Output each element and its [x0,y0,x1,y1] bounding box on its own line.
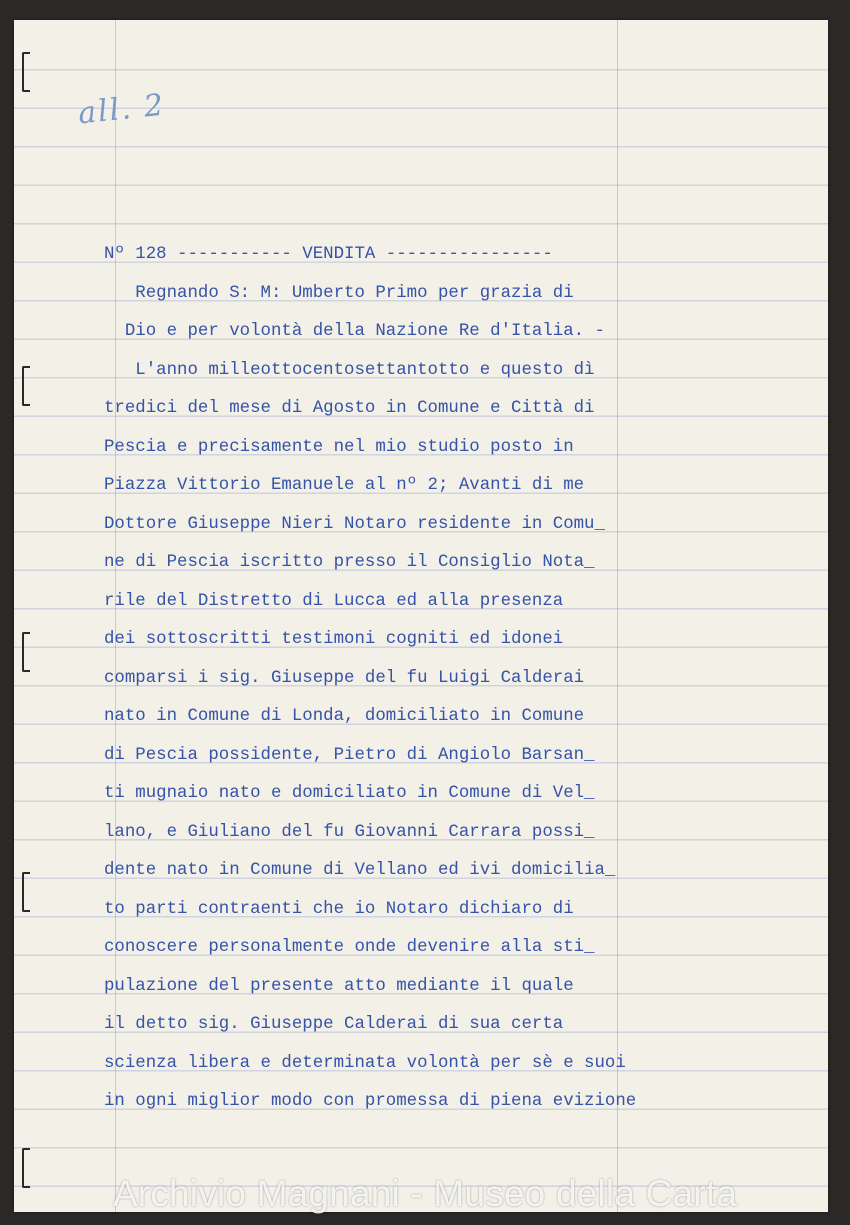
text-line: conoscere personalmente onde devenire alla sti_ [104,938,595,957]
text-line: to parti contraenti che io Notaro dichiaro di [104,899,574,919]
text-line: lano, e Giuliano del fu Giovanni Carrara possi_ [104,822,595,842]
text-line: nato in Comune di Londa, domiciliato in Comune [104,707,585,726]
binding-hole-mark [22,872,30,912]
binding-hole-mark [22,52,30,92]
text-line: il detto sig. Giuseppe Calderai di sua certa [104,1015,564,1034]
text-line: dei sottoscritti testimoni cogniti ed idonei [104,630,564,649]
text-line: Regnando S: M: Umberto Primo per grazia di [104,283,574,303]
text-line: pulazione del presente atto mediante il quale [104,976,574,996]
handwritten-annotation: all. 2 [76,87,167,132]
binding-hole-mark [22,632,30,672]
text-line: rile del Distretto di Lucca ed alla presenza [104,591,564,611]
text-line: comparsi i sig. Giuseppe del fu Luigi Calderai [104,668,585,688]
text-line: Dottore Giuseppe Nieri Notaro residente in Comu_ [104,514,605,534]
text-line: ti mugnaio nato e domiciliato in Comune di Vel_ [104,784,595,803]
text-line: in ogni miglior modo con promessa di piena evizione [104,1092,637,1111]
archive-watermark: Archivio Magnani - Museo della Carta [112,1173,738,1214]
text-line: L'anno milleottocentosettantotto e questo dì [104,360,595,380]
text-line: di Pescia possidente, Pietro di Angiolo Barsan_ [104,745,595,765]
text-line: scienza libera e determinata volontà per sè e suoi [104,1053,626,1073]
text-line: Dio e per volontà della Nazione Re d'Italia. - [104,322,605,341]
text-line: Nº 128 ----------- VENDITA ---------------- [104,245,553,264]
text-line: ne di Pescia iscritto presso il Consiglio Nota_ [104,553,595,572]
text-line: dente nato in Comune di Vellano ed ivi domicilia_ [104,861,616,880]
text-line: Pescia e precisamente nel mio studio posto in [104,437,574,457]
binding-hole-mark [22,366,30,406]
typed-text-block [104,236,804,1122]
text-line: tredici del mese di Agosto in Comune e Città di [104,399,595,418]
text-line: Piazza Vittorio Emanuele al nº 2; Avanti di me [104,476,585,495]
